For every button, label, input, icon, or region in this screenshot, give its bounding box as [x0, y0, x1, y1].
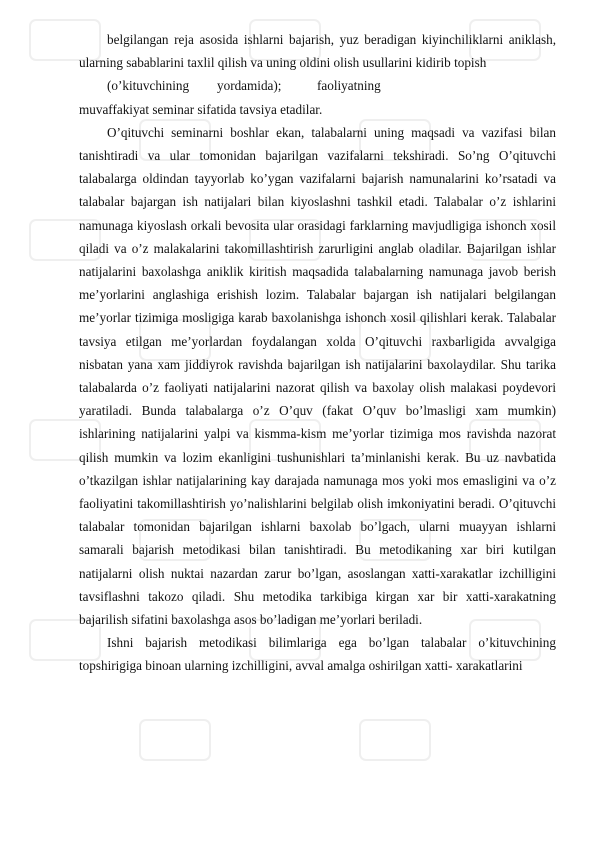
- paragraph-2-continuation: muvaffakiyat seminar sifatida tavsiya etadilar.: [79, 101, 323, 117]
- paragraph-2-line: [79, 74, 556, 97]
- paragraph-2-part-1: (o’kituvchining: [107, 78, 190, 94]
- document-body: [79, 28, 556, 678]
- paragraph-2-part-2: yordamida);: [217, 78, 282, 94]
- paragraph-2-part-3: faoliyatning: [317, 78, 381, 94]
- paragraph-1: belgilangan reja asosida ishlarni bajarish, yuz beradigan kiyinchiliklarni aniklash, ularning sabablarini taxlil qilish va uning oldini olish usullarini kidirib topish: [79, 32, 556, 71]
- paragraph-3: O’qituvchi seminarni boshlar ekan, talabalarni uning maqsadi va vazifasi bilan tanishtiradi va ular tomonidan bajarilgan vazifalarni tekshiradi. So’ng O’qituvchi talabalarga oldindan tayyorlab ko’ygan vazifalarni bajarish namunalarini ko’rsatadi va talabalar bajargan ish natijalari bilan kiyoslashni tashkil etadi. Talabalar o’z ishlarini namunaga kiyoslash orkali bevosita ular orasidagi farklarning mavjudligiga ishonch xosil qiladi va o’z malakalarini takomillashtirish zarurligini anglab oladilar. Bajarilgan ishlar natijalarini baxolashga aniklik kiritish maqsadida talabalarning namunaga javob berish me’yorlarini anglashiga erishish lozim. Talabalar bajargan ish natijalari belgilangan me’yorlar tizimiga mosligiga karab baxolanishga ishonch xosil qilishlari kerak. Talabalar tavsiya etilgan me’yorlardan foydalangan xolda O’qituvchi raxbarligida avvalgiga nisbatan yana xam jiddiyrok ravishda bajarilgan ish natijalarini baxolaydilar. Shu tarika talabalarda o’z faoliyati natijalarini nazorat qilish va baxolay olish malakasi poydevori yaratiladi. Bunda talabalarga o’z O’quv (fakat O’quv bo’lmasligi xam mumkin) ishlarining natijalarini yalpi va kismma-kism me’yorlar tizimiga mos ravishda nazorat qilish mumkin va lozim ekanligini tushunishlari ta’minlanishi kerak. Bu uz navbatida o’tkazilgan ishlar natijalarining kay darajada namunaga mos yoki mos emasligini va o’z faoliyatini takomillashtirish yo’nalishlarini belgilab olish imkoniyatini beradi. O’qituvchi talabalar tomonidan bajarilgan ishlarni baxolab bo’lgach, ularni muayyan ishlarni samarali bajarish metodikasi bilan tanishtiradi. Bu metodikaning xar biri kutilgan natijalarni olish nuktai nazardan zarur bo’lgan, asoslangan xatti-xarakatlar izchilligini tavsiflashni takozo qiladi. Shu metodika tarkibiga kirgan xar bir xatti-xarakatning bajarilish sifatini baxolashga asos bo’ladigan me’yorlari beriladi.: [79, 124, 556, 628]
- paragraph-4: Ishni bajarish metodikasi bilimlariga ega bo’lgan talabalar o’kituvchining topshirigiga binoan ularning izchilligini, avval amalga oshirilgan xatti- xarakatlarini: [79, 635, 556, 674]
